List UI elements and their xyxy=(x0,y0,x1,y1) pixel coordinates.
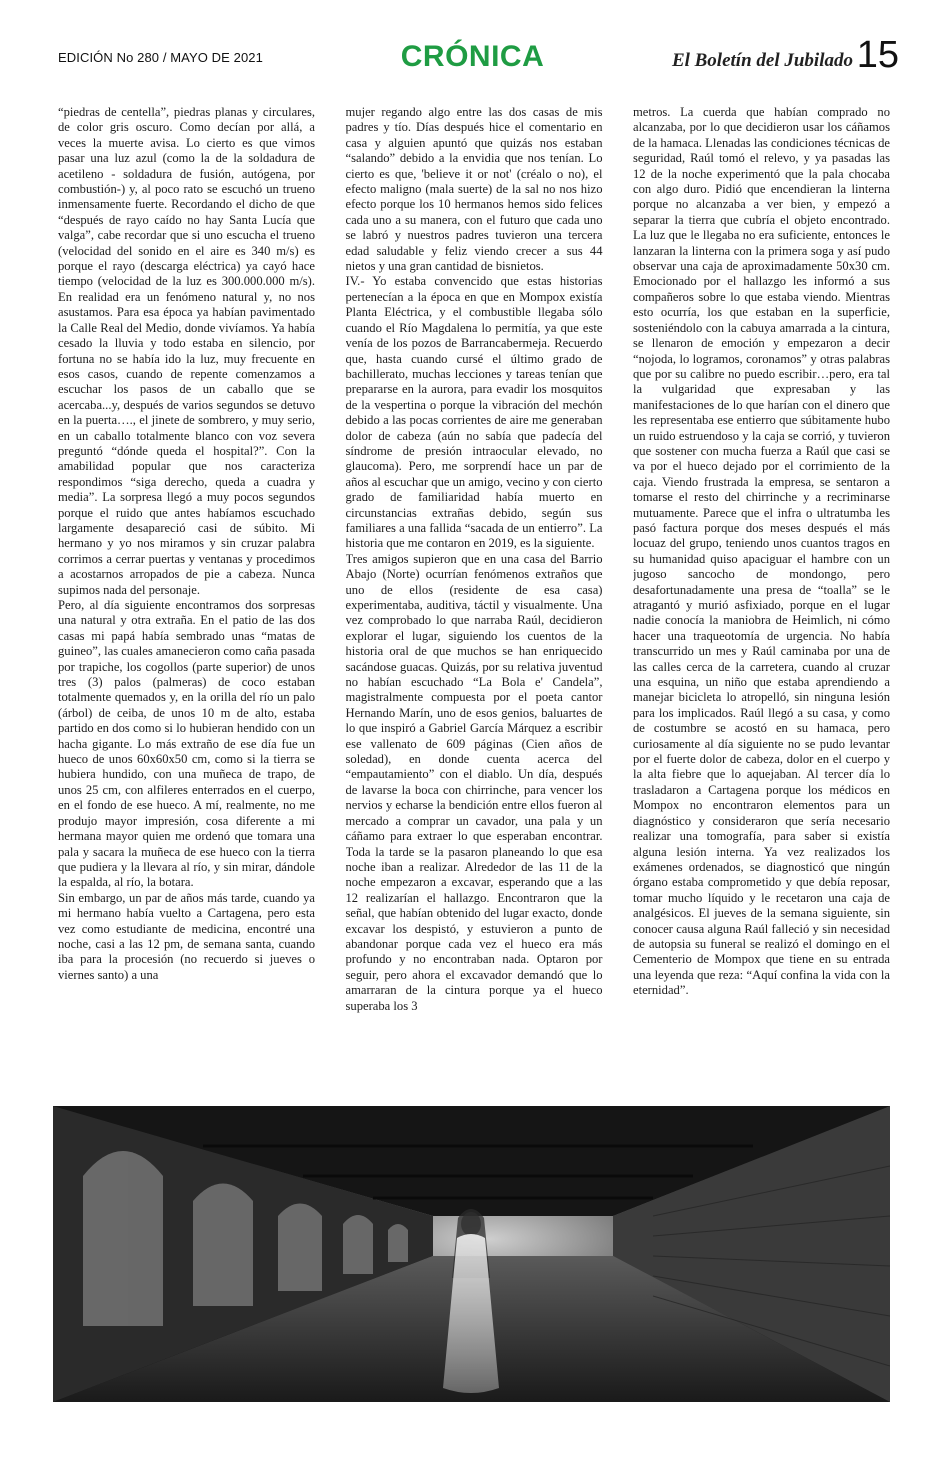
paragraph: “piedras de centella”, piedras planas y circulares, de color gris oscuro. Como decían por allá, a veces la muerte avisa. Lo cierto es que vimos pasar una luz azul (como la de la soldadura de acetileno - soldadura de fusión, autógena, por combustión-) y, al poco rato se escuchó un trueno inmensamente fuerte. Recordando el dicho de que “después de rayo caído no hay Santa Lucía que valga”, cabe recordar que si uno escucha el trueno (velocidad del sonido en el aire es 340 m/s) es porque el rayo (descarga eléctrica) ya cayó hace tiempo (velocidad de la luz es 300.000.000 m/s). En realidad era un fenómeno natural y, no nos asustamos. Para esa época ya habían pavimentado la Calle Real del Medio, donde vivíamos. Ya había cesado la lluvia y todo estaba en silencio, por fortuna no se había ido la luz, muy frecuente en esos casos, cuando de repente comenzamos a escuchar los pasos de un caballo que se acercaba...y, después de varios segundos se detuvo en la puerta…., el jinete de sombrero, y muy serio, en un caballo totalmente blanco con voz severa preguntó “dónde queda el hospital?”. Con la amabilidad popular que nos caracteriza respondimos “siga derecho, queda a cuadra y media”. La sorpresa llegó a muy pocos segundos porque el ruido que antes habíamos escuchado largamente desapareció casi de súbito. Mi hermano y yo nos miramos y sin cruzar palabra corrimos a cerrar puertas y ventanas y procedimos a acostarnos arropados de pie a cabeza. Nunca supimos nada del personaje. xyxy=(58,105,315,597)
paragraph: IV.- Yo estaba convencido que estas historias pertenecían a la época en que en Mompox existía Planta Eléctrica, y el combustible llegaba sólo cuando el Río Magdalena lo permitía, ya que este venía de los pozos de Barrancabermeja. Recuerdo que, hasta cuando cursé el último grado de bachillerato, muchas lecciones y tareas tenían que prepararse en la aurora, para evadir los mosquitos de la vespertina o porque la vibración del mechón debido a las pocas corrientes de aire me generaban dolor de cabeza (aún no sabía que padecía del síndrome de presión intraocular elevado, no glaucoma). Pero, me sorprendí hace un par de años al escuchar que un amigo, vecino y con cierto grado de familiaridad había muerto en circunstancias extrañas debido, según sus familiares a una fallida “sacada de un entierro”. La historia que me contaron en 2019, es la siguiente. xyxy=(345,274,603,551)
article-column-1 xyxy=(58,105,315,1105)
edition-info: EDICIÓN No 280 / MAYO DE 2021 xyxy=(58,50,263,65)
article-column-3 xyxy=(633,105,890,1105)
article-columns xyxy=(58,105,890,1105)
publication-name: El Boletín del Jubilado xyxy=(671,50,853,71)
photo-illustration xyxy=(53,1106,890,1402)
paragraph: mujer regando algo entre las dos casas de mis padres y tío. Días después hice el comentario en casa y alguien apuntó que quizás nos estaban “salando” debido a la envidia que nos tenían. Lo cierto es que, 'believe it or not' (créalo o no), el efecto maligno (mala suerte) de la sal no nos hizo efecto porque los 10 hermanos hemos sido felices cada uno a su manera, con el futuro que cada uno se labró y nuestros padres tuvieron una tercera edad saludable y feliz viendo crecer a sus 44 nietos y una gran cantidad de bisnietos. xyxy=(345,105,603,274)
article-column-2 xyxy=(346,105,603,1105)
paragraph: metros. La cuerda que habían comprado no alcanzaba, por lo que decidieron usar los cáñamos de la hamaca. Llenadas las condiciones técnicas de seguridad, Raúl tomó el relevo, y ya pasadas las 12 de la noche experimentó que la pala chocaba con algo duro. Pidió que encendieran la linterna porque no alcanzaba a ver bien, y empezó a separar la tierra que cubría el objeto encontrado. La luz que le llegaba no era suficiente, entonces le lanzaran la linterna con la primera soga y así pudo observar una caja de aproximadamente 50x30 cm. Emocionado por el hallazgo les informó a sus compañeros sobre lo que estaba viendo. Mientras esto ocurría, los que estaban en la superficie, sosteniéndolo con la cabuya amarrada a la cintura, se llenaron de emoción y empezaron a decir “nojoda, lo logramos, coronamos” y otras palabras que por su calibre no puedo escribir…pero, era tal la vulgaridad que expresaban y las manifestaciones de lo que harían con el dinero que les representaba ese entierro que súbitamente hubo un ruido estruendoso y la caja se corrió, y tuvieron que sostener con mucha fuerza a Raúl que casi se va por el hueco dejado por el corrimiento de la caja. Viendo frustrada la empresa, se sentaron a tomarse el resto del chirrinche y a recriminarse mutuamente. Parece que el infra o ultratumba les pasó factura porque dos meses después el más locuaz del grupo, teniendo unos cuantos tragos en su humanidad quiso apaciguar el hambre con un jugoso sancocho de mondongo, pero desafortunadamente una presa de “toalla” se le atragantó y murió asfixiado, porque en el lugar nadie conocía la maniobra de Heimlich, ni cómo hacer una traqueotomía de urgencia. No había transcurrido un mes y Raúl caminaba por una de las calles cerca de la carretera, cuando al cruzar una esquina, un niño que estaba aprendiendo a manejar bicicleta lo atropelló, sin ninguna lesión para los implicados. Raúl llegó a su casa, y como de costumbre se acostó en su hamaca, pero curiosamente al día siguiente no se pudo levantar por el fuerte dolor de cabeza, dolor en el cuerpo y la alta fiebre que lo aquejaban. Al tercer día lo trasladaron a Cartagena porque los médicos en Mompox no encontraron elementos para un diagnóstico y consideraron que sería necesario realizar una tomografía, para saber si existía alguna lesión interna. Ya vez realizados los exámenes ordenados, se diagnosticó que ningún órgano estaba comprometido y que debía reposar, tomar mucho líquido y le recetaron una caja de analgésicos. El jueves de la semana siguiente, sin conocer causa alguna Raúl falleció y sin necesidad de autopsia su funeral se realizó el domingo en el Cementerio de Mompox que tiene en su entrada una leyenda que reza: “Aquí confina la vida con la eternidad”. xyxy=(633,105,890,998)
paragraph: Pero, al día siguiente encontramos dos sorpresas una natural y otra extraña. En el patio de las dos casas mi papá había sembrado unas “matas de guineo”, las cuales amanecieron como caña pasada por trapiche, los cogollos (parte superior) de unos tres (3) palos (palmeras) de coco estaban totalmente quemados y, en la orilla del río un palo (árbol) de ceiba, de unos 10 m de alto, estaba partido en dos como si lo hubieran hendido con un hacha gigante. Lo más extraño de ese día fue un hueco de unos 60x60x50 cm, como si la tierra se hubiera hundido, con una muñeca de trapo, de unos 25 cm, con alfileres enterrados en el cuerpo, en el fondo de ese hueco. A mí, realmente, no me produjo mayor impresión, cosa diferente a mi hermana mayor quien me ordenó que tomara una pala y sacara la muñeca de ese hueco con la tierra que pudiera y la llevara al río, y sin mirar, dándole la espalda, al río, la botara. xyxy=(58,598,315,890)
section-title: CRÓNICA xyxy=(400,40,545,73)
paragraph: Sin embargo, un par de años más tarde, cuando ya mi hermano había vuelto a Cartagena, pero esta vez como estudiante de medicina, encontré una noche, casi a las 12 pm, de semana santa, cuando iba para la procesión (no recuerdo si jueves o viernes santo) a una xyxy=(58,890,315,982)
paragraph: Tres amigos supieron que en una casa del Barrio Abajo (Norte) ocurrían fenómenos extraños que uno de ellos (residente de esa casa) experimentaba, auditiva, táctil y visualmente. Una vez comprobado lo que narraba Raúl, decidieron explorar el lugar, siguiendo los cuentos de la historia oral de que muchos se han enriquecido sacándose guacas. Quizás, por su relativa juventud no habían escuchado “La Bola e' Candela”, magistralmente compuesta por el poeta cantor Hernando Marín, uno de esos genios, baluartes de lo que inspiró a Gabriel García Márquez a escribir ese vallenato de 609 páginas (Cien años de soledad), en donde cuenta acerca del “empautamiento” con el diablo. Un día, después de lavarse la boca con chirrinche, para vencer los nervios y echarse la bendición entre ellos fueron al mercado a comprar un cavador, una pala y un cáñamo para extraer lo que esperaban encontrar. Toda la tarde se la pasaron planeando lo que esa noche iban a realizar. Alrededor de las 11 de la noche empezaron a excavar, esperando que a las 12 realizarían el hallazgo. Encontraron que la señal, que habían obtenido del lugar exacto, donde excavar los despistó, y estuvieron a punto de abandonar porque cada vez el hueco era más profundo y no encontraban nada. Optaron por seguir, pero ahora el excavador demandó que lo amarraran de la cintura porque ya el hueco superaba los 3 xyxy=(345,551,603,1013)
cloister-ghost-photo xyxy=(53,1106,890,1402)
page-number: 15 xyxy=(856,34,899,76)
